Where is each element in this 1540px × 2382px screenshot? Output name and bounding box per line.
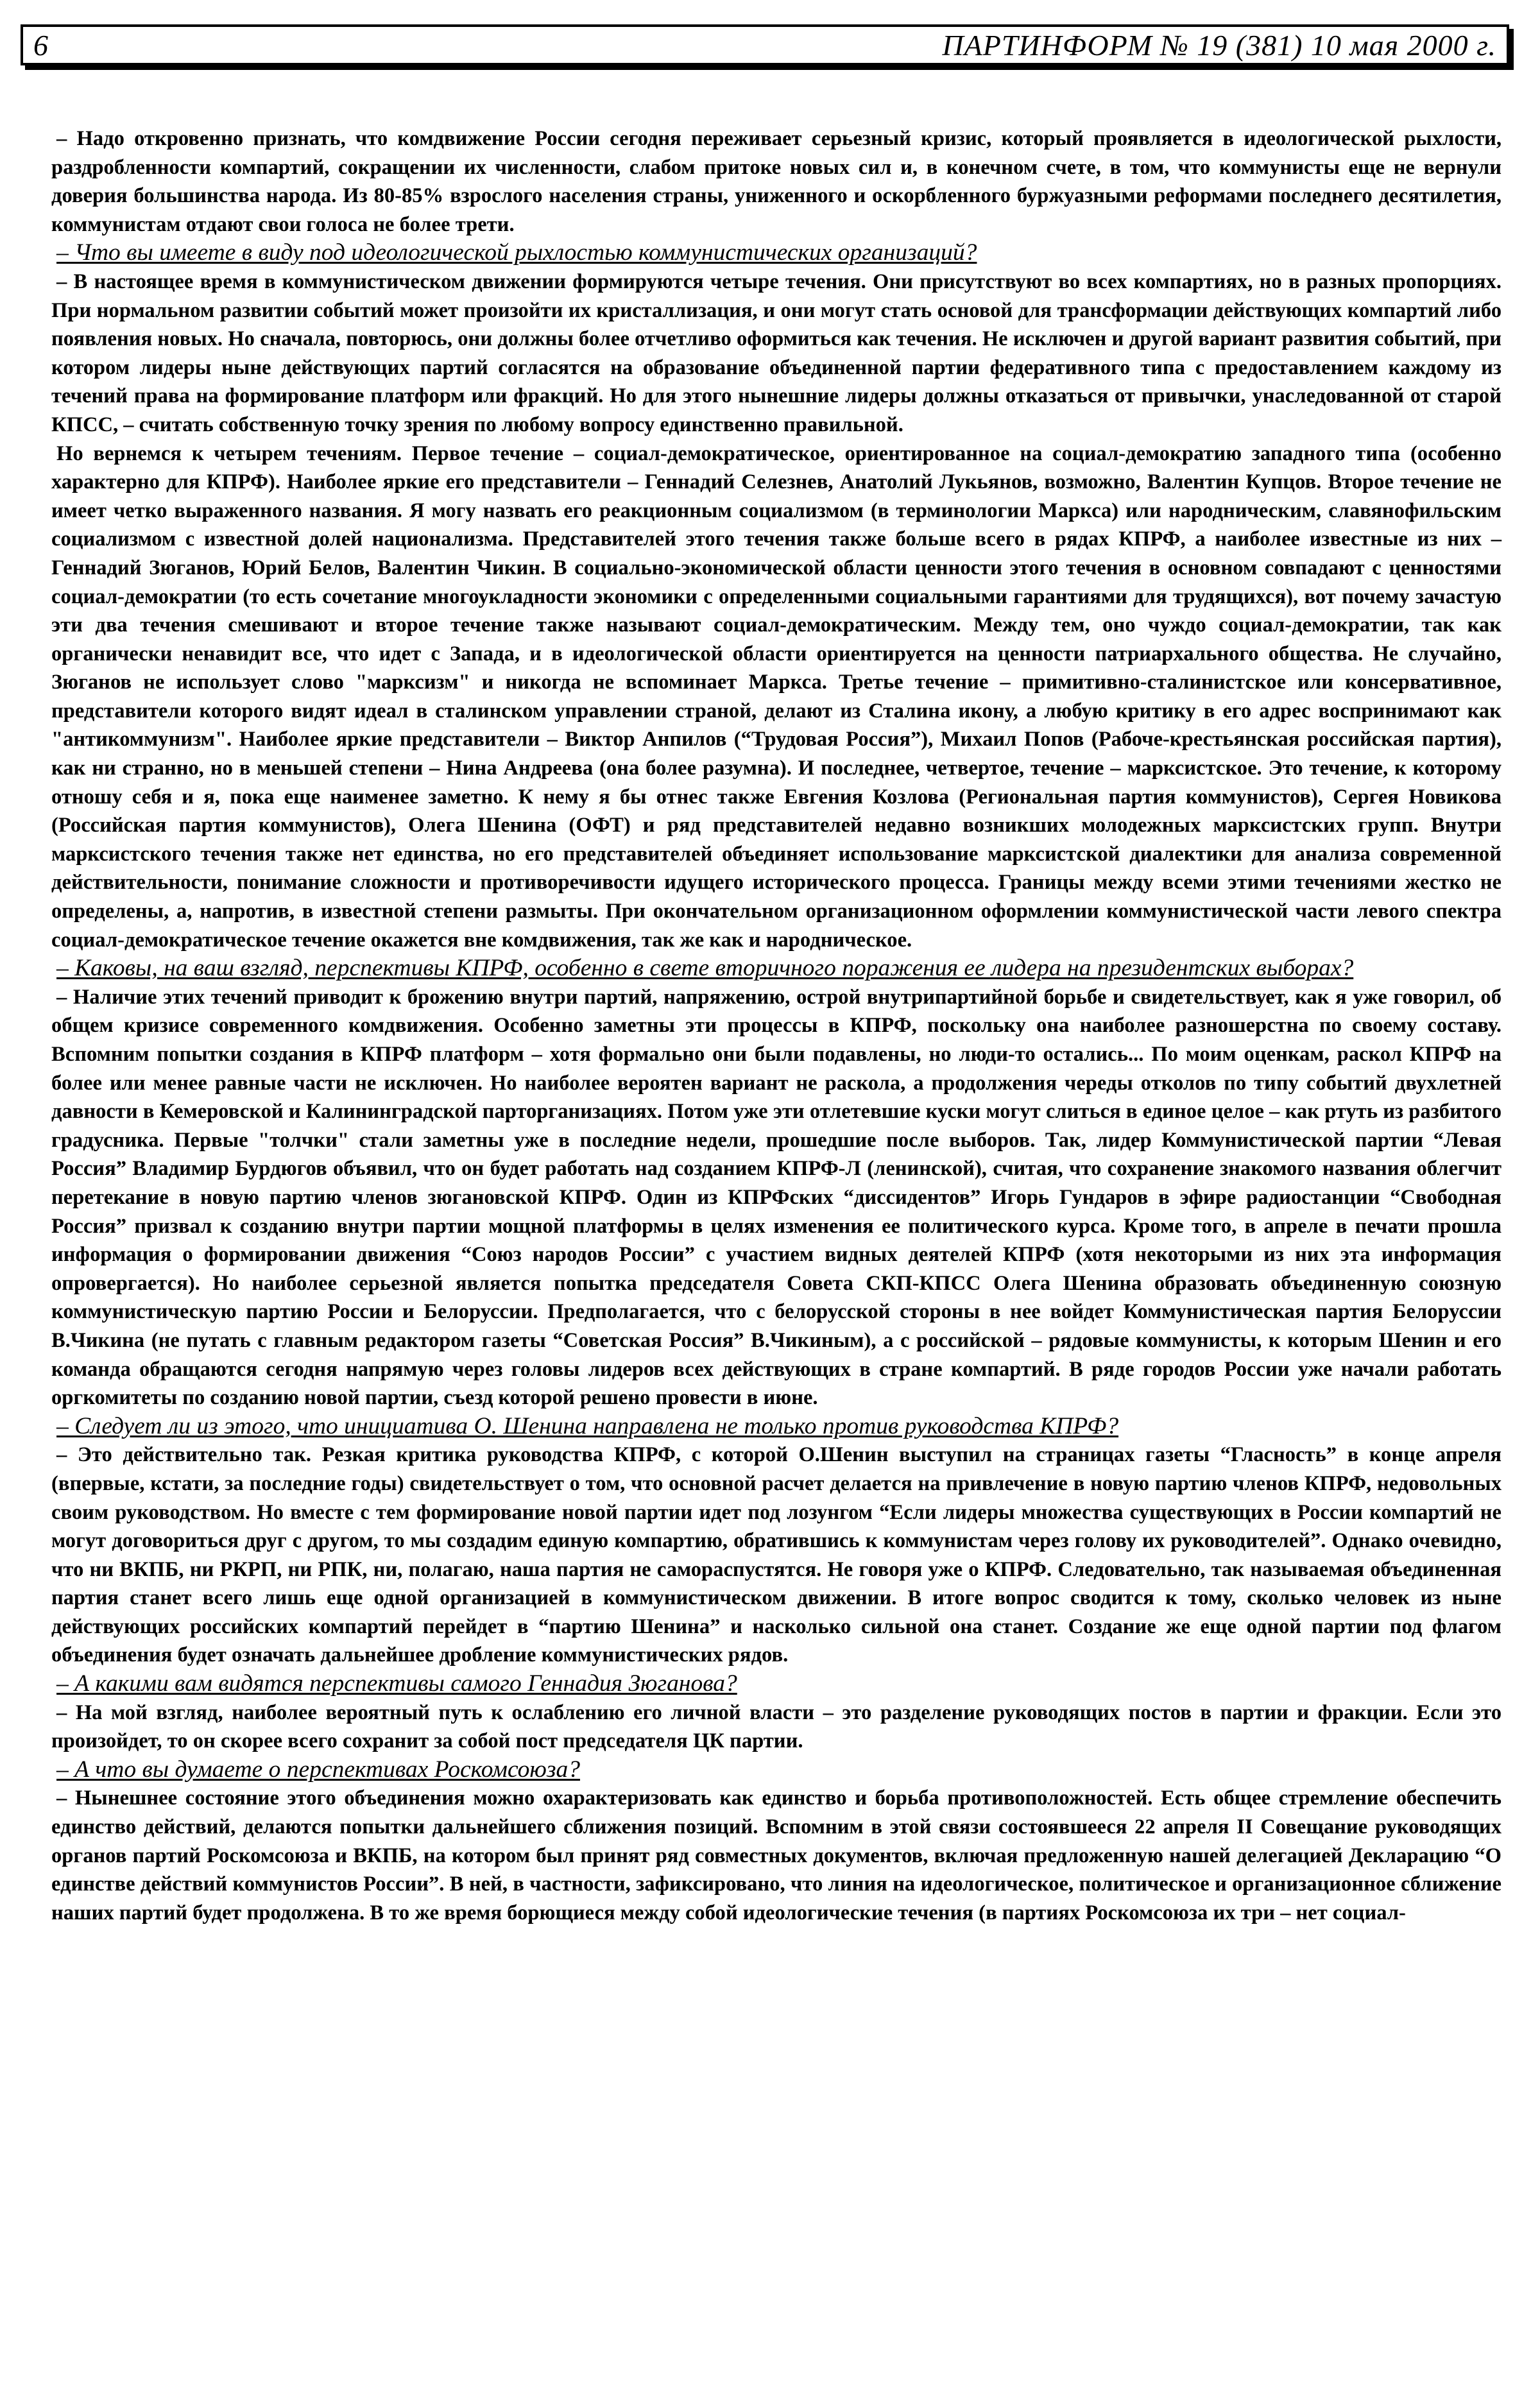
page-number: 6 (33, 28, 48, 62)
interview-question: – А что вы думаете о перспективах Роскомсоюза? (56, 1756, 580, 1783)
interview-question: – Следует ли из этого, что инициатива О. Шенина направлена не только против руководства КПРФ? (56, 1412, 1119, 1439)
page-header (21, 24, 1509, 65)
answer-paragraph: – На мой взгляд, наиболее вероятный путь к ослаблению его личной власти – это разделение руководящих постов в партии и фракции. Если это произойдет, то он скорее всего сохранит за собой пост председателя ЦК партии. (51, 1701, 1502, 1753)
interview-question: – Каковы, на ваш взгляд, перспективы КПРФ, особенно в свете вторичного поражения ее лидера на президентских выборах? (56, 955, 1354, 982)
answer-paragraph: – Это действительно так. Резкая критика руководства КПРФ, с которой О.Шенин выступил на страницах газеты “Гласность” в конце апреля (впервые, кстати, за последние годы) свидетельствует о том, что основной расчет делается на привлечение в новую партию членов КПРФ, недовольных своим руководством. Но вместе с тем формирование новой партии идет под лозунгом “Если лидеры множества существующих в России компартий не могут договориться друг с другом, то мы создадим единую компартию, обратившись к коммунистам через голову их руководителей”. Однако очевидно, что ни ВКПБ, ни РКРП, ни РПК, ни, полагаю, наша партия не самораспустятся. Не говоря уже о КПРФ. Следовательно, так называемая объединенная партия станет всего лишь еще одной организацией в коммунистическом движении. В итоге вопрос сводится к тому, сколько человек из ныне действующих российских компартий перейдет в “партию Шенина” и насколько сильной она станет. Создание же еще одной партии под флагом объединения будет означать дальнейшее дробление коммунистических рядов. (51, 1443, 1502, 1667)
answer-paragraph: – В настоящее время в коммунистическом движении формируются четыре течения. Они присутствуют во всех компартиях, но в разных пропорциях. При нормальном развитии событий может произойти их кристаллизация, и они могут стать основой для трансформации действующих компартий либо появления новых. Но сначала, повторюсь, они должны более отчетливо оформиться как течения. Не исключен и другой вариант развития событий, при котором лидеры ныне действующих партий согласятся на образование объединенной партии федеративного типа с предоставлением каждому из течений права на формирование платформ или фракций. Но для этого нынешние лидеры должны отказаться от привычки, унаследованной от старой КПСС, – считать собственную точку зрения по любому вопросу единственно правильной. (51, 270, 1502, 436)
interview-question: – Что вы имеете в виду под идеологической рыхлостью коммунистических организаций? (56, 239, 977, 266)
interview-question: – А какими вам видятся перспективы самого Геннадия Зюганова? (56, 1670, 737, 1697)
publication-title: ПАРТИНФОРМ № 19 (381) 10 мая 2000 г. (942, 28, 1496, 62)
answer-paragraph: – Нынешнее состояние этого объединения можно охарактеризовать как единство и борьба противоположностей. Есть общее стремление обеспечить единство действий, делаются попытки дальнейшего сближения позиций. Вспомним в этой связи состоявшееся 22 апреля II Совещание руководящих органов партий Роскомсоюза и ВКПБ, на котором был принят ряд совместных документов, включая предложенную нашей делегацией Декларацию “О единстве действий коммунистов России”. В ней, в частности, зафиксировано, что линия на идеологическое, политическое и организационное сближение наших партий будет продолжена. В то же время борющиеся между собой идеологические течения (в партиях Роскомсоюза их три – нет социал- (51, 1786, 1502, 1924)
answer-paragraph: – Наличие этих течений приводит к брожению внутри партий, напряжению, острой внутрипартийной борьбе и свидетельствует, как я уже говорил, об общем кризисе современного комдвижения. Особенно заметны эти процессы в КПРФ, поскольку она наиболее разношерстна по своему составу. Вспомним попытки создания в КПРФ платформ – хотя формально они были подавлены, но люди-то остались... По моим оценкам, раскол КПРФ на более или менее равные части не исключен. Но наиболее вероятен вариант не раскола, а продолжения череды отколов по типу событий двухлетней давности в Кемеровской и Калининградской парторганизациях. Потом уже эти отлетевшие куски могут слиться в единое целое – как ртуть из разбитого градусника. Первые "толчки" стали заметны уже в последние недели, прошедшие после выборов. Так, лидер Коммунистической партии “Левая Россия” Владимир Бурдюгов объявил, что он будет работать над созданием КПРФ-Л (ленинской), считая, что сохранение знакомого названия облегчит перетекание в новую партию членов зюгановской КПРФ. Один из КПРФских “диссидентов” Игорь Гундаров в эфире радиостанции “Свободная Россия” призвал к созданию внутри партии мощной платформы в целях изменения ее политического курса. Кроме того, в апреле в печати прошла информация о формировании движения “Союз народов России” с участием видных деятелей КПРФ (хотя некоторыми из них эта информация опровергается). Но наиболее серьезной является попытка председателя Совета СКП-КПСС Олега Шенина образовать объединенную союзную коммунистическую партию России и Белоруссии. Предполагается, что с белорусской стороны в нее войдет Коммунистическая партия Белоруссии В.Чикина (не путать с главным редактором газеты “Советская Россия” В.Чикиным), а с российской – рядовые коммунисты, к которым Шенин и его команда обращаются сегодня напрямую через головы лидеров всех действующих в стране компартий. В ряде городов России уже начали работать оргкомитеты по созданию новой партии, съезд которой решено провести в июне. (51, 985, 1502, 1410)
answer-paragraph: – Надо откровенно признать, что комдвижение России сегодня переживает серьезный кризис, который проявляется в идеологической рыхлости, раздробленности компартий, сокращении их численности, слабом притоке новых сил и, в конечном счете, в том, что коммунисты еще не вернули доверия большинства народа. Из 80-85% взрослого населения страны, униженного и оскорбленного буржуазными реформами последнего десятилетия, коммунистам отдают свои голоса не более трети. (51, 127, 1502, 236)
answer-paragraph: Но вернемся к четырем течениям. Первое течение – социал-демократическое, ориентированное на социал-демократию западного типа (особенно характерно для КПРФ). Наиболее яркие его представители – Геннадий Селезнев, Анатолий Лукьянов, возможно, Валентин Купцов. Второе течение не имеет четко выраженного названия. Я могу назвать его реакционным социализмом (в терминологии Маркса) или народническим, славянофильским социализмом с известной долей национализма. Представителей этого течения также больше всего в рядах КПРФ, а наиболее известные из них – Геннадий Зюганов, Юрий Белов, Валентин Чикин. В социально-экономической области ценности этого течения в основном совпадают с ценностями социал-демократии (то есть сочетание многоукладности экономики с определенными социальными гарантиями для трудящихся), вот почему зачастую эти два течения смешивают и второе течение также называют социал-демократическим. Между тем, оно чуждо социал-демократии, так как органически ненавидит все, что идет с Запада, и в идеологической области ориентируется на ценности патриархального общества. Не случайно, Зюганов не использует слово "марксизм" и никогда не вспоминает Маркса. Третье течение – примитивно-сталинистское или консервативное, представители которого видят идеал в сталинском управлении страной, делают из Сталина икону, а любую критику в его адрес воспринимают как "антикоммунизм". Наиболее яркие представители – Виктор Анпилов (“Трудовая Россия”), Михаил Попов (Рабоче-крестьянская российская партия), как ни странно, но в меньшей степени – Нина Андреева (она более разумна). И последнее, четвертое, течение – марксистское. Это течение, к которому отношу себя и я, пока еще наименее заметно. К нему я бы отнес также Евгения Козлова (Региональная партия коммунистов), Сергея Новикова (Российская партия коммунистов), Олега Шенина (ОФТ) и ряд представителей недавно возникших молодежных марксистских групп. Внутри марксистского течения также нет единства, но его представителей объединяет использование марксистской диалектики для анализа современной действительности, понимание сложности и противоречивости идущего исторического процесса. Границы между всеми этими течениями жестко не определены, а, напротив, в известной степени размыты. При окончательном организационном оформлении коммунистической части левого спектра социал-демократическое течение окажется вне комдвижения, так же как и народническое. (51, 441, 1502, 952)
article-body (51, 124, 1502, 1927)
